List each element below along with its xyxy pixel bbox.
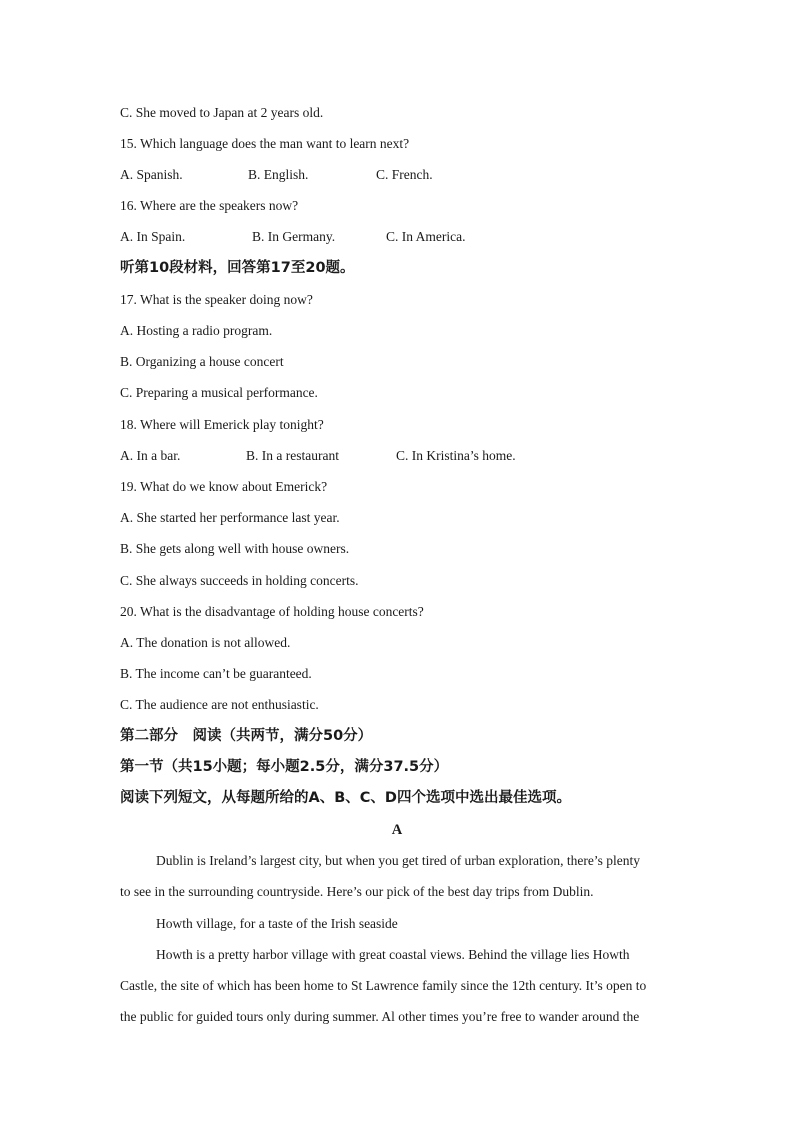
q18-option-b: B. In a restaurant: [246, 448, 339, 463]
q20-option-b: B. The income can’t be guaranteed.: [120, 666, 312, 681]
q19-question: 19. What do we know about Emerick?: [120, 479, 328, 494]
q16-option-c: C. In America.: [386, 229, 466, 244]
q15-option-c: C. French.: [376, 167, 433, 182]
passage-label: A: [391, 822, 403, 838]
q19-option-c: C. She always succeeds in holding concerts.: [120, 573, 359, 588]
section1-heading: 第一节（共15小题；每小题2.5分，满分37.5分）: [120, 759, 449, 775]
q17-option-a: A. Hosting a radio program.: [120, 323, 273, 338]
q15-question: 15. Which language does the man want to learn next?: [120, 136, 410, 151]
part2-heading: 第二部分 阅读（共两节，满分50分）: [120, 728, 373, 744]
passage-p1-line1: Dublin is Ireland’s largest city, but when you get tired of urban exploration, there’s plenty: [156, 853, 641, 868]
q19-option-a: A. She started her performance last year.: [120, 510, 340, 525]
passage-p2-line2: Castle, the site of which has been home to St Lawrence family since the 12th century. It’s open to: [120, 978, 647, 993]
q18-option-a: A. In a bar.: [120, 448, 181, 463]
q16-option-a: A. In Spain.: [120, 229, 186, 244]
q20-option-a: A. The donation is not allowed.: [120, 635, 291, 650]
q18-option-c: C. In Kristina’s home.: [396, 448, 516, 463]
q17-question: 17. What is the speaker doing now?: [120, 292, 313, 307]
q18-question: 18. Where will Emerick play tonight?: [120, 417, 324, 432]
q16-question: 16. Where are the speakers now?: [120, 198, 299, 213]
passage-p2-line1: Howth is a pretty harbor village with great coastal views. Behind the village lies Howth: [156, 947, 630, 962]
passage-p1-line2: to see in the surrounding countryside. Here’s our pick of the best day trips from Dublin.: [120, 884, 594, 899]
q15-option-b: B. English.: [248, 167, 309, 182]
passage-p2-line3: the public for guided tours only during summer. Al other times you’re free to wander around the: [120, 1009, 640, 1024]
q20-question: 20. What is the disadvantage of holding house concerts?: [120, 604, 424, 619]
q20-option-c: C. The audience are not enthusiastic.: [120, 697, 319, 712]
q16-option-b: B. In Germany.: [252, 229, 336, 244]
reading-instruction: 阅读下列短文，从每题所给的A、B、C、D四个选项中选出最佳选项。: [120, 790, 571, 806]
passage-subtitle: Howth village, for a taste of the Irish seaside: [156, 916, 398, 931]
section10-heading: 听第10段材料，回答第17至20题。: [120, 260, 355, 276]
q19-option-b: B. She gets along well with house owners.: [120, 541, 350, 556]
q17-option-c: C. Preparing a musical performance.: [120, 385, 318, 400]
q15-option-a: A. Spanish.: [120, 167, 183, 182]
q14-option-c: C. She moved to Japan at 2 years old.: [120, 105, 324, 120]
q17-option-b: B. Organizing a house concert: [120, 354, 284, 369]
